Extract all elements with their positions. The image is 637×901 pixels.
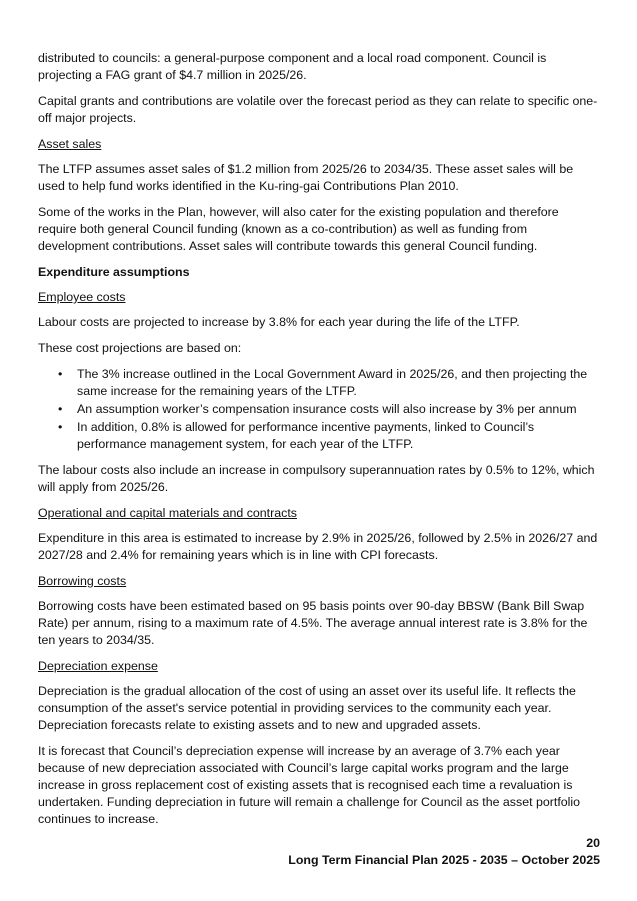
list-item xyxy=(38,419,600,453)
cost-projection-list xyxy=(38,366,600,453)
paragraph-labour-costs: Labour costs are projected to increase by 3.8% for each year during the life of the LTFP. xyxy=(38,315,520,329)
paragraph-depreciation-forecast: It is forecast that Council’s depreciation expense will increase by an average of 3.7% each year because of new depreciation associated with Council’s large capital works program and the large increase in gross replacement cost of existing assets that is recognised each time a revaluation is undertaken. Funding depreciation in future will remain a challenge for Council as the asset portfolio continues to increase. xyxy=(38,744,581,826)
bullet-icon: • xyxy=(58,420,63,434)
subheading-asset-sales: Asset sales xyxy=(38,137,102,151)
list-item xyxy=(38,366,600,400)
subheading-employee-costs: Employee costs xyxy=(38,290,126,304)
subheading-depreciation-expense: Depreciation expense xyxy=(38,659,158,673)
paragraph-borrowing-costs: Borrowing costs have been estimated based on 95 basis points over 90-day BBSW (Bank Bill Swap Rate) per annum, rising to a maximum rate of 4.5%. The average annual interest rate is 3.8% for the ten years to 2034/35. xyxy=(38,599,588,647)
paragraph-superannuation: The labour costs also include an increase in compulsory superannuation rates by 0.5% to 12%, which will apply from 2025/26. xyxy=(38,463,595,494)
list-item-text: An assumption worker’s compensation insurance costs will also increase by 3% per annum xyxy=(77,402,577,416)
paragraph-co-contribution: Some of the works in the Plan, however, will also cater for the existing population and therefore require both general Council funding (known as a co-contribution) as well as funding from development contributions. Asset sales will contribute towards this general Council funding. xyxy=(38,205,559,253)
page-number: 20 xyxy=(586,836,600,850)
paragraph-materials-contracts: Expenditure in this area is estimated to increase by 2.9% in 2025/26, followed by 2.5% in 2026/27 and 2027/28 and 2.4% for remaining years which is in line with CPI forecasts. xyxy=(38,531,598,562)
subheading-materials-contracts: Operational and capital materials and contracts xyxy=(38,506,297,520)
subheading-borrowing-costs: Borrowing costs xyxy=(38,574,127,588)
bullet-icon: • xyxy=(58,367,63,381)
paragraph-capital-grants: Capital grants and contributions are volatile over the forecast period as they can relate to specific one-off major projects. xyxy=(38,94,598,125)
document-body xyxy=(38,50,600,837)
page-footer xyxy=(288,835,600,869)
paragraph-asset-sales: The LTFP assumes asset sales of $1.2 million from 2025/26 to 2034/35. These asset sales will be used to help fund works identified in the Ku-ring-gai Contributions Plan 2010. xyxy=(38,162,574,193)
heading-expenditure-assumptions: Expenditure assumptions xyxy=(38,265,190,279)
list-item xyxy=(38,401,600,418)
bullet-icon: • xyxy=(58,402,63,416)
list-item-text: In addition, 0.8% is allowed for performance incentive payments, linked to Council’s performance management system, for each year of the LTFP. xyxy=(77,420,535,451)
document-title: Long Term Financial Plan 2025 - 2035 – October 2025 xyxy=(288,853,600,867)
paragraph-projections-intro: These cost projections are based on: xyxy=(38,341,242,355)
paragraph-fag-grant: distributed to councils: a general-purpose component and a local road component. Council is projecting a FAG grant of $4.7 million in 2025/26. xyxy=(38,51,547,82)
list-item-text: The 3% increase outlined in the Local Government Award in 2025/26, and then projecting the same increase for the remaining years of the LTFP. xyxy=(77,367,588,398)
paragraph-depreciation-definition: Depreciation is the gradual allocation of the cost of using an asset over its useful life. It reflects the consumption of the asset's service potential in providing services to the community each year. Depreciation forecasts relate to existing assets and to new and upgraded assets. xyxy=(38,684,576,732)
